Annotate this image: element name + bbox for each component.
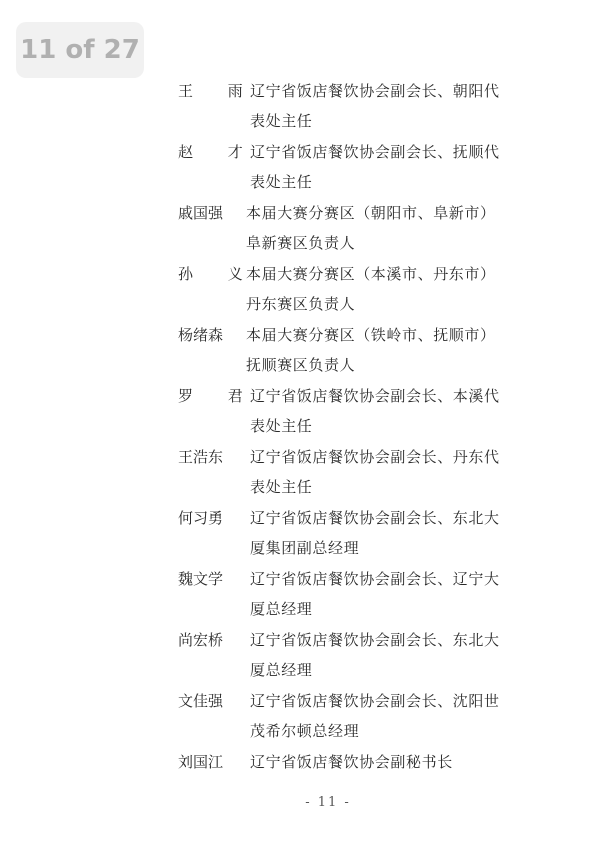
role-line: 本届大赛分赛区（铁岭市、抚顺市） [246, 326, 496, 344]
list-item [178, 564, 538, 625]
person-role [246, 259, 538, 320]
role-line: 表处主任 [250, 478, 313, 496]
role-line: 本届大赛分赛区（本溪市、丹东市） [246, 265, 496, 283]
role-line: 辽宁省饭店餐饮协会副会长、丹东代 [250, 448, 500, 466]
role-line: 辽宁省饭店餐饮协会副会长、抚顺代 [250, 143, 500, 161]
person-name: 魏文学 [178, 570, 224, 588]
list-item [178, 259, 538, 320]
role-line: 丹东赛区负责人 [246, 295, 356, 313]
role-line: 抚顺赛区负责人 [246, 356, 356, 374]
page-number: - 11 - [305, 795, 351, 810]
role-line: 表处主任 [250, 173, 313, 191]
person-role [250, 686, 538, 747]
person-name: 何习勇 [178, 509, 224, 527]
role-line: 表处主任 [250, 417, 313, 435]
list-item [178, 320, 538, 381]
role-line: 本届大赛分赛区（朝阳市、阜新市） [246, 204, 496, 222]
person-name: 杨绪森 [178, 326, 224, 344]
role-line: 辽宁省饭店餐饮协会副会长、朝阳代 [250, 82, 500, 100]
list-item [178, 625, 538, 686]
list-item [178, 381, 538, 442]
person-name: 王 雨 [178, 82, 258, 100]
person-role [250, 747, 538, 787]
person-role [250, 503, 538, 564]
personnel-list [178, 76, 538, 787]
person-role [250, 564, 538, 625]
person-name: 王浩东 [178, 448, 224, 466]
person-name: 罗 君 [178, 387, 258, 405]
person-role [250, 137, 538, 198]
person-role [250, 625, 538, 686]
role-line: 辽宁省饭店餐饮协会副会长、辽宁大 [250, 570, 500, 588]
person-name: 戚国强 [178, 204, 224, 222]
person-role [250, 76, 538, 137]
role-line: 辽宁省饭店餐饮协会副会长、本溪代 [250, 387, 500, 405]
role-line: 厦集团副总经理 [250, 539, 360, 557]
page-indicator-badge: 11 of 27 [16, 22, 144, 78]
role-line: 辽宁省饭店餐饮协会副会长、东北大 [250, 631, 500, 649]
role-line: 辽宁省饭店餐饮协会副秘书长 [250, 753, 453, 771]
role-line: 辽宁省饭店餐饮协会副会长、东北大 [250, 509, 500, 527]
role-line: 厦总经理 [250, 661, 313, 679]
role-line: 表处主任 [250, 112, 313, 130]
list-item [178, 198, 538, 259]
role-line: 茂希尔顿总经理 [250, 722, 360, 740]
list-item [178, 503, 538, 564]
role-line: 厦总经理 [250, 600, 313, 618]
person-name: 赵 才 [178, 143, 258, 161]
person-role [246, 198, 538, 259]
role-line: 辽宁省饭店餐饮协会副会长、沈阳世 [250, 692, 500, 710]
list-item [178, 76, 538, 137]
person-role [250, 442, 538, 503]
list-item [178, 686, 538, 747]
person-role [246, 320, 538, 381]
person-name: 孙 义 [178, 265, 258, 283]
person-name: 尚宏桥 [178, 631, 224, 649]
list-item [178, 747, 538, 787]
person-name: 文佳强 [178, 692, 224, 710]
person-role [250, 381, 538, 442]
list-item [178, 137, 538, 198]
role-line: 阜新赛区负责人 [246, 234, 356, 252]
list-item [178, 442, 538, 503]
person-name: 刘国江 [178, 753, 224, 771]
